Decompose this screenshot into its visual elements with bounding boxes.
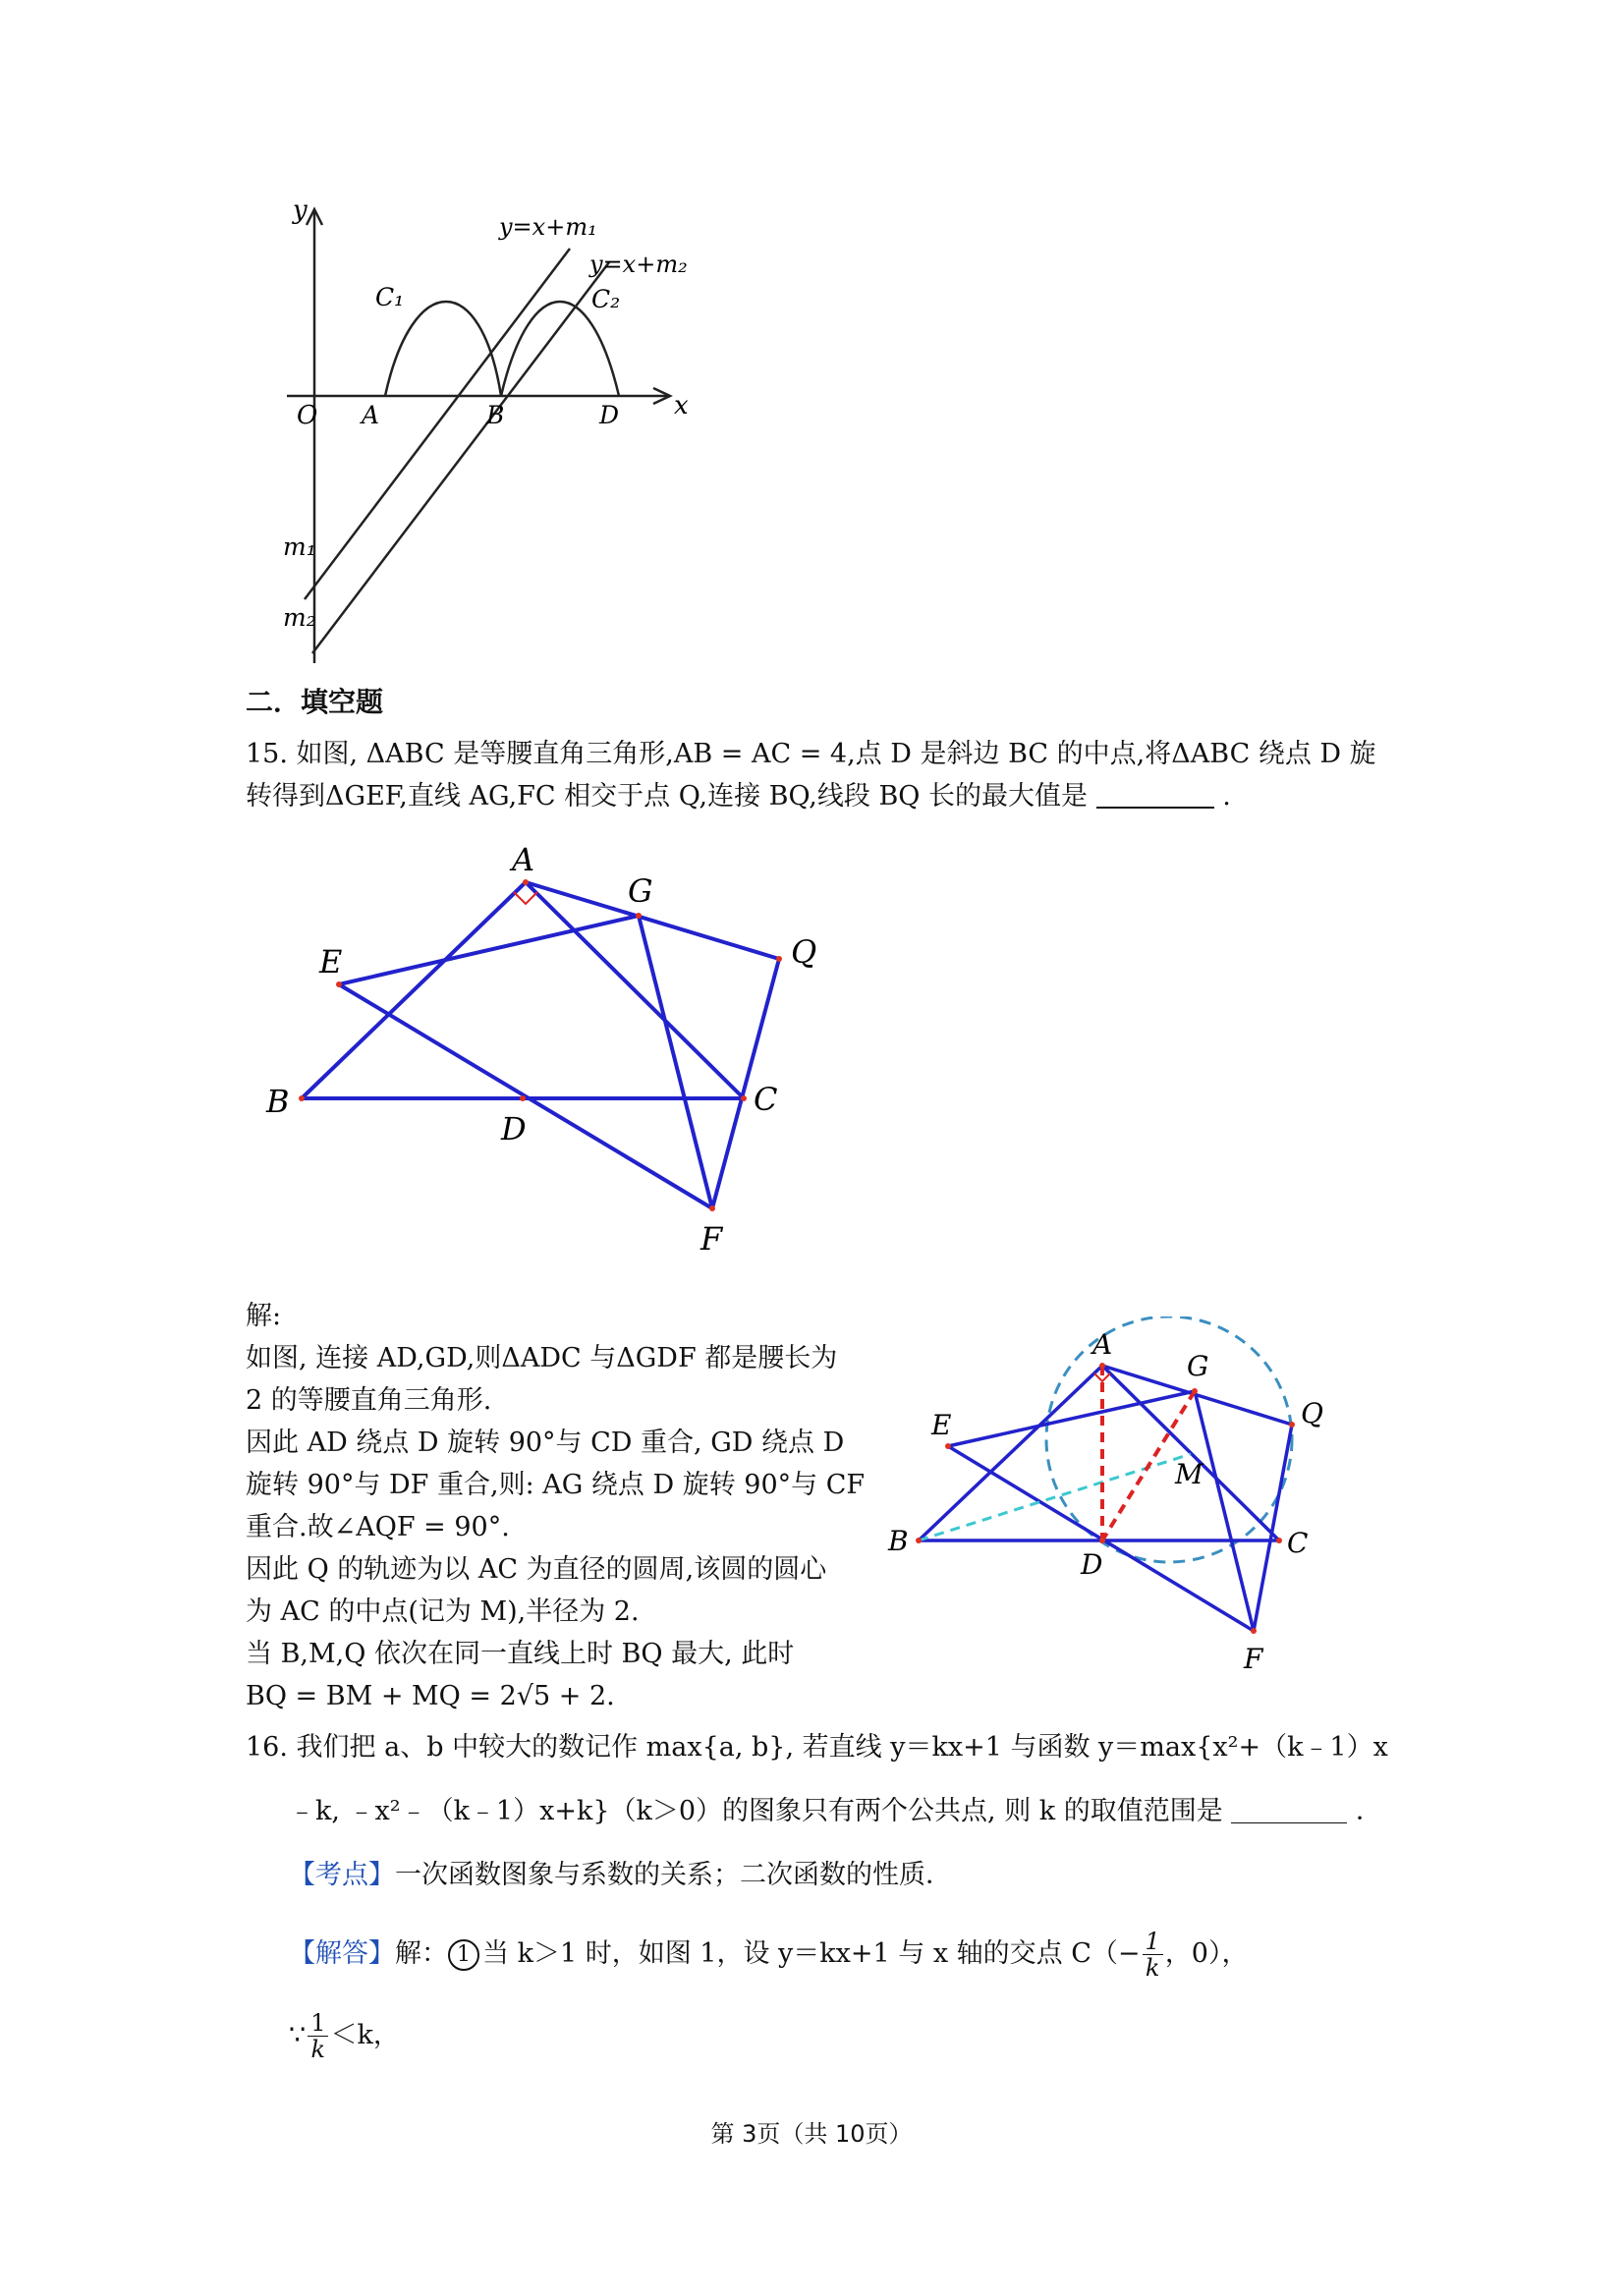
- segment-ba: [302, 882, 526, 1098]
- solution-line: BQ = BM + MQ = 2√5 + 2.: [246, 1681, 615, 1711]
- point-a-label: A: [362, 401, 380, 429]
- triangle-figure-q15: [251, 835, 860, 1267]
- point-e: [945, 1443, 951, 1449]
- curve-c1: [385, 302, 501, 396]
- solution-line: 当 B,M,Q 依次在同一直线上时 BQ 最大, 此时: [246, 1639, 795, 1669]
- kaodian-text: 一次函数图象与系数的关系；二次函数的性质．: [395, 1860, 952, 1890]
- segment-gf: [1195, 1391, 1254, 1631]
- fraction: [1143, 1929, 1163, 1981]
- solution-line: 因此 Q 的轨迹为以 AC 为直径的圆周,该圆的圆心: [246, 1554, 827, 1585]
- label-b: B: [888, 1525, 909, 1557]
- label-d: D: [501, 1110, 527, 1148]
- kaodian-tag: 【考点】: [289, 1860, 395, 1890]
- label-g: G: [628, 872, 653, 910]
- segment-ba: [919, 1366, 1102, 1540]
- point-q: [1289, 1422, 1295, 1428]
- point-c: [1276, 1538, 1282, 1543]
- q15-line2: [246, 775, 1231, 817]
- jieda-text-2: 当 k＞1 时，如图 1，设 y＝kx+1 与 x 轴的交点 C（−: [482, 1938, 1141, 1969]
- point-g: [636, 913, 642, 919]
- fraction-numerator: 1: [308, 2010, 328, 2037]
- label-a: A: [1092, 1328, 1113, 1361]
- fraction-denominator: k: [1145, 1954, 1160, 1982]
- section-heading: 二．填空题: [246, 686, 384, 718]
- fraction: [308, 2010, 328, 2062]
- point-d-label: D: [599, 401, 620, 429]
- point-c: [741, 1095, 747, 1101]
- solution-figure-q15: [874, 1316, 1385, 1690]
- label-e: E: [931, 1409, 952, 1441]
- parabola-graph: [275, 192, 727, 673]
- point-a: [523, 879, 529, 885]
- q15-line2-text: 转得到ΔGEF,直线 AG,FC 相交于点 Q,连接 BQ,线段 BQ 长的最大值是: [246, 781, 1089, 812]
- solution-line: 重合.故∠AQF = 90°.: [246, 1512, 510, 1542]
- m2-label: m₂: [283, 603, 316, 632]
- m1-label: m₁: [283, 532, 316, 561]
- line-m1: [305, 249, 570, 599]
- answer-blank-q16: [1231, 1793, 1347, 1823]
- label-c: C: [754, 1081, 778, 1118]
- line-m2: [312, 262, 609, 653]
- label-g: G: [1187, 1350, 1209, 1382]
- because-symbol: ∵: [289, 2020, 307, 2050]
- origin-label: O: [297, 401, 318, 430]
- q16-line1: 16. 我们把 a、b 中较大的数记作 max{a, b}, 若直线 y＝kx+1 与函数 y＝max{x²+（k﹣1）x: [246, 1732, 1388, 1763]
- right-angle-mark: [514, 892, 537, 904]
- x-axis-label: x: [674, 391, 689, 420]
- point-g: [1192, 1388, 1198, 1394]
- label-f: F: [700, 1220, 723, 1258]
- solution-15: [246, 1295, 865, 1717]
- point-d: [520, 1095, 526, 1101]
- solution-line: 因此 AD 绕点 D 旋转 90°与 CD 重合, GD 绕点 D: [246, 1428, 845, 1458]
- fraction-denominator: k: [310, 2036, 326, 2063]
- jieda-text-3: ，0），: [1164, 1938, 1249, 1969]
- label-q: Q: [1301, 1397, 1323, 1429]
- label-m: M: [1175, 1458, 1203, 1490]
- solution-line: 为 AC 的中点(记为 M),半径为 2.: [246, 1596, 640, 1627]
- label-b: B: [266, 1083, 290, 1120]
- fraction-numerator: 1: [1143, 1929, 1163, 1955]
- line-m1-label: y=x+m₁: [499, 213, 597, 241]
- jieda-text: 解：: [395, 1938, 448, 1969]
- label-e: E: [319, 943, 343, 980]
- point-d: [1099, 1538, 1105, 1543]
- q15-line1: 15. 如图, ΔABC 是等腰直角三角形,AB = AC = 4,点 D 是斜边 BC 的中点,将ΔABC 绕点 D 旋: [246, 739, 1376, 769]
- label-c: C: [1287, 1527, 1309, 1559]
- point-q: [776, 956, 782, 962]
- point-f: [709, 1205, 715, 1211]
- jieda-tag: 【解答】: [289, 1938, 395, 1969]
- point-b: [916, 1538, 922, 1543]
- label-q: Q: [791, 933, 817, 971]
- jieda-line: [289, 1929, 1249, 1981]
- point-f: [1251, 1628, 1257, 1634]
- solution-line: 2 的等腰直角三角形.: [246, 1385, 492, 1416]
- curve-c2-label: C₂: [591, 285, 621, 313]
- label-a: A: [512, 841, 535, 878]
- q16-line2-text: ﹣k, ﹣x²﹣（k﹣1）x+k}（k＞0）的图象只有两个公共点, 则 k 的取值范围是: [289, 1796, 1223, 1826]
- q16-line2: [289, 1790, 1382, 1832]
- point-e: [336, 981, 342, 987]
- solution-line: 旋转 90°与 DF 重合,则: AG 绕点 D 旋转 90°与 CF: [246, 1470, 866, 1500]
- y-axis-label: y: [293, 196, 308, 225]
- because-rest: ＜k，: [330, 2020, 400, 2050]
- point-b-label: B: [486, 401, 505, 429]
- line-m2-label: y=x+m₂: [589, 251, 688, 278]
- solution-line: 如图, 连接 AD,GD,则ΔADC 与ΔGDF 都是腰长为: [246, 1343, 838, 1373]
- kaodian-line: [289, 1854, 952, 1896]
- q16-line2-end: ．: [1355, 1796, 1382, 1826]
- label-f: F: [1244, 1643, 1263, 1675]
- answer-blank-q15: [1096, 777, 1214, 809]
- point-a: [1099, 1363, 1105, 1369]
- circled-number: 1: [448, 1939, 479, 1971]
- curve-c1-label: C₁: [375, 283, 405, 311]
- segment-gf: [639, 916, 712, 1208]
- point-b: [299, 1095, 305, 1101]
- locus-circle: [1046, 1316, 1292, 1562]
- q15-line2-end: .: [1222, 781, 1231, 812]
- page-footer: 第 3页（共 10页）: [710, 2120, 913, 2148]
- label-d: D: [1081, 1548, 1103, 1581]
- because-line: [289, 2010, 400, 2062]
- solution-line: 解:: [246, 1301, 282, 1331]
